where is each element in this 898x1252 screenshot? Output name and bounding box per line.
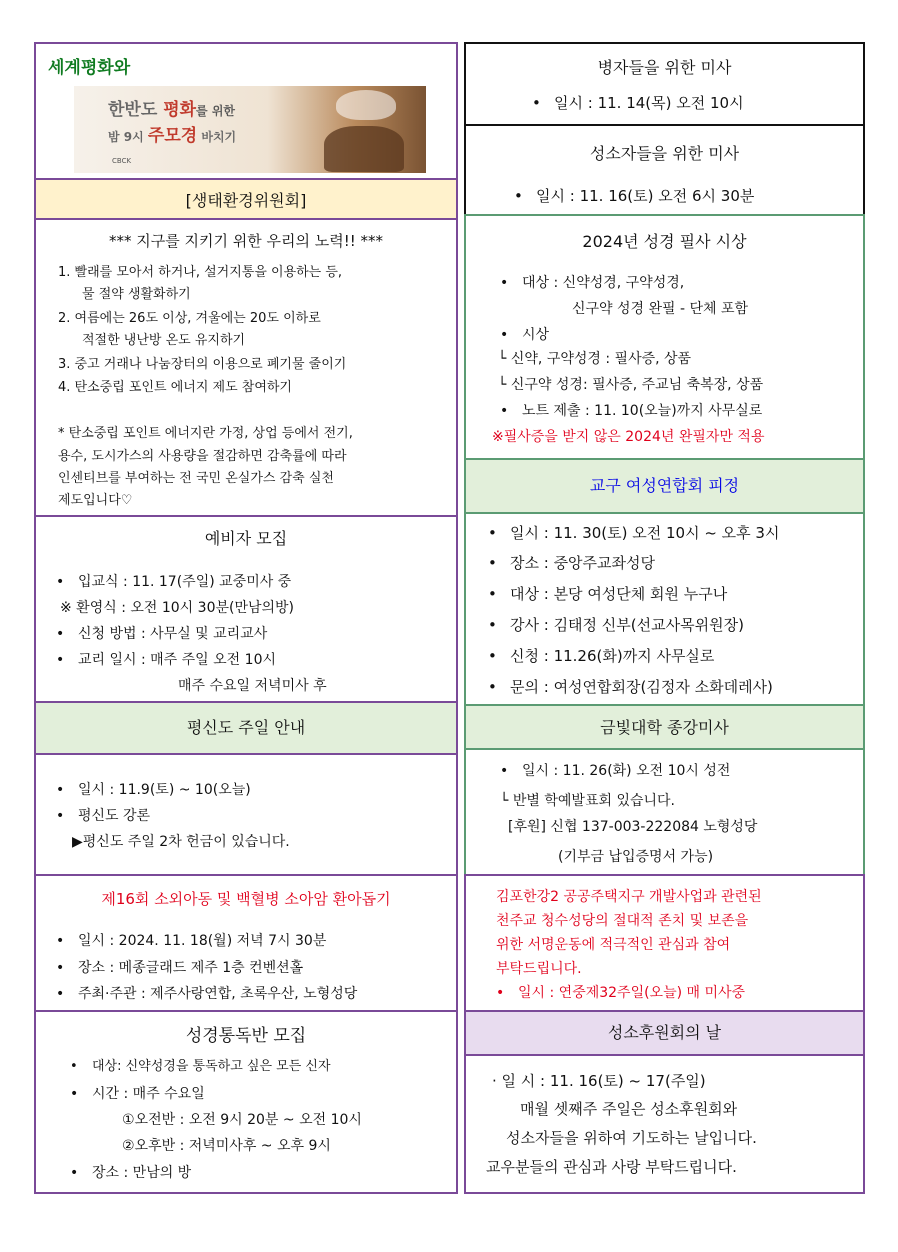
- petition-line-5: • 일시 : 연중제32주일(오늘) 매 미사중: [518, 986, 745, 1000]
- concert-title: 제16회 소외아동 및 백혈병 소아암 환아돕기: [101, 890, 391, 908]
- laity-title: 평신도 주일 안내: [186, 718, 306, 737]
- college-line-4: (기부금 납입증명서 가능): [558, 849, 714, 865]
- vocation-line-2: 매월 셋째주 주일은 성소후원회와: [520, 1100, 738, 1118]
- earth-item-1: 1. 빨래를 모아서 하거나, 설거지통을 이용하는 등,: [58, 265, 343, 280]
- earth-item-4: 4. 탄소중립 포인트 에너지 제도 참여하기: [58, 380, 292, 395]
- catechumen-line-5: 매주 수요일 저녁미사 후: [178, 678, 327, 694]
- peace-prayer-box: [34, 42, 458, 220]
- vocation-line-4: 교우분들의 관심과 사랑 부탁드립니다.: [486, 1158, 737, 1176]
- charity-concert-box: [34, 874, 458, 1012]
- saints-mass-line-1: • 일시 : 11. 16(토) 오전 6시 30분: [536, 189, 754, 204]
- petition-line-2: 천주교 청수성당의 절대적 존치 및 보존을: [496, 913, 749, 929]
- banner-line-2: 밤 9시 주모경 바치기: [108, 126, 237, 146]
- ecology-header-label: [생태환경위원회]: [185, 191, 307, 210]
- transcription-line-4: └ 신약, 구약성경 : 필사증, 상품: [498, 351, 692, 367]
- concert-line-1: • 일시 : 2024. 11. 18(월) 저녁 7시 30분: [78, 934, 326, 948]
- vocation-title: 성소후원회의 날: [607, 1023, 722, 1042]
- laity-header: [36, 703, 456, 755]
- sick-mass-line-1: • 일시 : 11. 14(목) 오전 10시: [554, 96, 744, 111]
- catechumen-box: [34, 515, 458, 703]
- vocation-line-1: · 일 시 : 11. 16(토) ~ 17(주일): [492, 1072, 706, 1090]
- dove-icon: [336, 90, 396, 120]
- praying-hands-icon: [324, 126, 404, 172]
- bible-line-4: ②오후반 : 저녁미사후 ~ 오후 9시: [122, 1138, 331, 1154]
- catechumen-line-2: ※ 환영식 : 오전 10시 30분(만남의방): [60, 600, 295, 616]
- earth-note-4: 제도입니다♡: [58, 493, 133, 508]
- ecology-header: [36, 178, 456, 218]
- catechumen-title: 예비자 모집: [204, 529, 288, 548]
- catechumen-line-4: • 교리 일시 : 매주 주일 오전 10시: [78, 653, 276, 667]
- women-line-6: • 문의 : 여성연합회장(김정자 소화데레사): [510, 680, 773, 695]
- petition-line-4: 부탁드립니다.: [496, 961, 582, 977]
- transcription-line-7: ※필사증을 받지 않은 2024년 완필자만 적용: [492, 429, 765, 445]
- earth-note-1: * 탄소중립 포인트 에너지란 가정, 상업 등에서 전기,: [58, 426, 353, 441]
- transcription-title: 2024년 성경 필사 시상: [582, 232, 747, 251]
- women-line-4: • 강사 : 김태정 신부(선교사목위원장): [510, 618, 744, 633]
- sick-mass-box: [464, 42, 865, 126]
- women-header: [466, 460, 863, 514]
- bible-line-2: • 시간 : 매주 수요일: [92, 1087, 205, 1101]
- transcription-award-box: [464, 214, 865, 460]
- laity-sunday-box: [34, 701, 458, 876]
- college-line-3: [후원] 신협 137-003-222084 노형성당: [508, 819, 758, 835]
- concert-line-2: • 장소 : 메종글래드 제주 1층 컨벤션홀: [78, 961, 303, 975]
- women-retreat-box: [464, 458, 865, 706]
- bible-line-1: • 대상: 신약성경을 통독하고 싶은 모든 신자: [92, 1060, 331, 1073]
- earth-item-1b: 물 절약 생활화하기: [82, 287, 191, 302]
- bible-title: 성경통독반 모집: [185, 1026, 307, 1046]
- sick-mass-title: 병자들을 위한 미사: [597, 58, 732, 77]
- peace-title: 세계평화와: [48, 58, 131, 78]
- women-line-1: • 일시 : 11. 30(토) 오전 10시 ~ 오후 3시: [510, 526, 779, 541]
- vocation-header: [466, 1012, 863, 1056]
- petition-line-3: 위한 서명운동에 적극적인 관심과 참여: [496, 937, 731, 953]
- saints-mass-title: 성소자들을 위한 미사: [589, 144, 740, 163]
- earth-note-2: 용수, 도시가스의 사용량을 절감하면 감축률에 따라: [58, 449, 347, 464]
- earth-title: *** 지구를 지키기 위한 우리의 노력!! ***: [108, 232, 383, 250]
- concert-line-3: • 주최·주관 : 제주사랑연합, 초록우산, 노형성당: [78, 987, 357, 1001]
- transcription-line-6: • 노트 제출 : 11. 10(오늘)까지 사무실로: [522, 404, 762, 418]
- earth-item-3: 3. 중고 거래나 나눔장터의 이용으로 폐기물 줄이기: [58, 357, 347, 372]
- bible-line-5: • 장소 : 만남의 방: [92, 1166, 191, 1180]
- bible-line-3: ①오전반 : 오전 9시 20분 ~ 오전 10시: [122, 1112, 362, 1128]
- laity-line-2: • 평신도 강론: [78, 809, 150, 823]
- earth-note-3: 인센티브를 부여하는 전 국민 온실가스 감축 실천: [58, 471, 334, 486]
- banner-line-1: 한반도 평화를 위한: [108, 100, 236, 120]
- vocation-line-3: 성소자들을 위하여 기도하는 날입니다.: [506, 1129, 757, 1147]
- peace-banner-image: [74, 86, 426, 173]
- college-header: [466, 706, 863, 750]
- women-line-2: • 장소 : 중앙주교좌성당: [510, 556, 655, 571]
- transcription-line-3: • 시상: [522, 328, 549, 342]
- college-title: 금빛대학 종강미사: [600, 718, 729, 737]
- earth-effort-box: [34, 218, 458, 517]
- women-line-3: • 대상 : 본당 여성단체 회원 누구나: [510, 587, 727, 602]
- saints-mass-box: [464, 124, 865, 216]
- transcription-line-2: 신구약 성경 완필 - 단체 포함: [572, 301, 749, 317]
- vocation-day-box: [464, 1010, 865, 1194]
- women-title: 교구 여성연합회 피정: [589, 476, 740, 495]
- catechumen-line-1: • 입교식 : 11. 17(주일) 교중미사 중: [78, 575, 291, 589]
- earth-item-2: 2. 여름에는 26도 이상, 겨울에는 20도 이하로: [58, 311, 321, 326]
- transcription-line-5: └ 신구약 성경: 필사증, 주교님 축복장, 상품: [498, 377, 764, 393]
- transcription-line-1: • 대상 : 신약성경, 구약성경,: [522, 276, 684, 290]
- college-mass-box: [464, 704, 865, 876]
- college-line-1: • 일시 : 11. 26(화) 오전 10시 성전: [522, 764, 730, 778]
- petition-box: [464, 874, 865, 1012]
- banner-org-logo: CBCK: [112, 157, 132, 165]
- college-line-2: └ 반별 학예발표회 있습니다.: [500, 793, 675, 809]
- earth-item-2b: 적절한 냉난방 온도 유지하기: [82, 333, 246, 348]
- laity-line-3: ▶평신도 주일 2차 헌금이 있습니다.: [72, 834, 290, 850]
- catechumen-line-3: • 신청 방법 : 사무실 및 교리교사: [78, 627, 267, 641]
- bible-reading-box: [34, 1010, 458, 1194]
- laity-line-1: • 일시 : 11.9(토) ~ 10(오늘): [78, 783, 251, 797]
- women-line-5: • 신청 : 11.26(화)까지 사무실로: [510, 649, 714, 664]
- petition-line-1: 김포한강2 공공주택지구 개발사업과 관련된: [496, 889, 762, 905]
